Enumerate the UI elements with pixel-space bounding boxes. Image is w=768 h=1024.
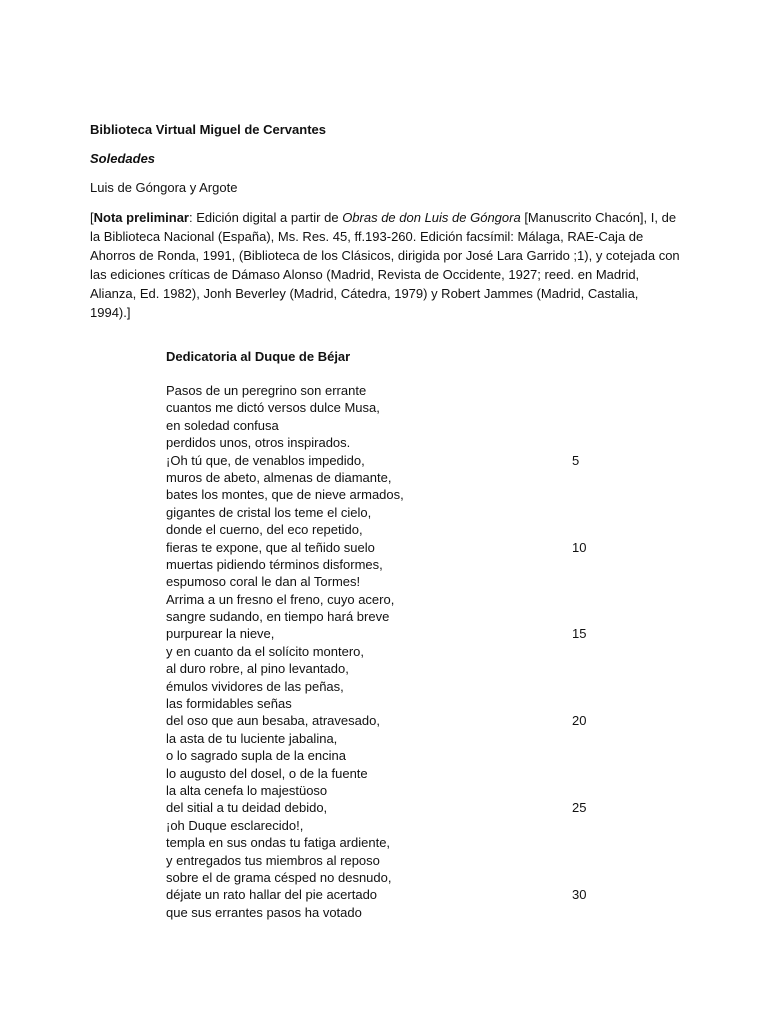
poem-line-text: sangre sudando, en tiempo hará breve	[166, 609, 390, 625]
preliminary-note	[90, 208, 680, 322]
poem-line-text: déjate un rato hallar del pie acertado	[166, 887, 378, 903]
poem-line-text: muertas pidiendo términos disformes,	[166, 556, 383, 572]
poem-line-text: o lo sagrado supla de la encina	[166, 748, 346, 764]
poem-line	[166, 452, 606, 469]
poem-line-text: fieras te expone, que al teñido suelo	[166, 539, 375, 555]
poem-line-text: bates los montes, que de nieve armados,	[166, 487, 404, 503]
poem-line	[166, 504, 606, 521]
poem-line	[166, 573, 606, 590]
poem-line-text: perdidos unos, otros inspirados.	[166, 435, 351, 451]
poem-line	[166, 660, 606, 677]
document-header	[90, 121, 680, 322]
poem-line-text: cuantos me dictó versos dulce Musa,	[166, 400, 380, 416]
poem-line	[166, 417, 606, 434]
note-open-bracket: [	[90, 210, 94, 225]
note-label: Nota preliminar	[93, 210, 189, 225]
poem-line	[166, 730, 606, 747]
poem-line	[166, 695, 606, 712]
poem-line	[166, 434, 606, 451]
poem-line	[166, 799, 606, 816]
poem-line-text: templa en sus ondas tu fatiga ardiente,	[166, 835, 391, 851]
poem-line-text: gigantes de cristal los teme el cielo,	[166, 504, 372, 520]
poem-line	[166, 852, 606, 869]
poem-line-text: y entregados tus miembros al reposo	[166, 852, 380, 868]
poem-line-text: del sitial a tu deidad debido,	[166, 800, 328, 816]
poem-line-text: lo augusto del dosel, o de la fuente	[166, 765, 368, 781]
poem-line	[166, 678, 606, 695]
note-text-part1: : Edición digital a partir de	[188, 210, 343, 225]
poem-line	[166, 539, 606, 556]
poem-line-text: purpurear la nieve,	[166, 626, 275, 642]
poem-line	[166, 886, 606, 903]
poem-line	[166, 834, 606, 851]
poem-line-text: en soledad confusa	[166, 417, 279, 433]
poem-line	[166, 591, 606, 608]
poem-line	[166, 765, 606, 782]
work-title: Soledades	[90, 151, 156, 166]
line-number: 30	[572, 887, 587, 903]
line-number: 20	[572, 713, 587, 729]
poem-line	[166, 399, 606, 416]
poem-line-text: émulos vividores de las peñas,	[166, 678, 344, 694]
note-text-part2: [Manuscrito Chacón], I, de la Biblioteca Nacional (España), Ms. Res. 45, ff.193-260. Edición facsímil: Málaga, RAE-Caja de Ahorros de Ronda, 1991, (Biblioteca de los Clásicos, dirigida por José Lara Garrido ;1), y cotejada con las ediciones críticas de Dámaso Alonso (Madrid, Revista de Occidente, 1927; reed. en Madrid, Alianza, Ed. 1982), Jonh Beverley (Madrid, Cátedra, 1979) y Robert Jammes (Madrid, Castalia, 1994).]	[90, 210, 680, 320]
poem-line	[166, 608, 606, 625]
poem-line	[166, 904, 606, 921]
poem-line-text: sobre el de grama césped no desnudo,	[166, 869, 392, 885]
poem-line	[166, 382, 606, 399]
note-work-title: Obras de don Luis de Góngora	[342, 210, 521, 225]
poem-line	[166, 712, 606, 729]
poem-line-text: la asta de tu luciente jabalina,	[166, 730, 338, 746]
poem-line	[166, 782, 606, 799]
line-number: 10	[572, 539, 587, 555]
dedication-title: Dedicatoria al Duque de Béjar	[166, 349, 351, 364]
poem-line-text: y en cuanto da el solícito montero,	[166, 643, 365, 659]
poem-line-text: Arrima a un fresno el freno, cuyo acero,	[166, 591, 395, 607]
poem-line-text: donde el cuerno, del eco repetido,	[166, 522, 363, 538]
poem-line	[166, 869, 606, 886]
poem-line-text: espumoso coral le dan al Tormes!	[166, 574, 361, 590]
line-number: 5	[572, 452, 580, 468]
poem-line	[166, 521, 606, 538]
poem-line	[166, 625, 606, 642]
poem-line-text: Pasos de un peregrino son errante	[166, 383, 367, 398]
line-number: 25	[572, 800, 587, 816]
poem-line-text: del oso que aun besaba, atravesado,	[166, 713, 380, 729]
author-name: Luis de Góngora y Argote	[90, 180, 238, 195]
poem-line	[166, 643, 606, 660]
poem-line-text: ¡Oh tú que, de venablos impedido,	[166, 452, 365, 468]
poem-line-text: las formidables señas	[166, 696, 292, 712]
poem-line-text: la alta cenefa lo majestüoso	[166, 782, 328, 798]
poem-line-text: muros de abeto, almenas de diamante,	[166, 469, 392, 485]
poem-line-text: ¡oh Duque esclarecido!,	[166, 817, 304, 833]
source-title: Biblioteca Virtual Miguel de Cervantes	[90, 122, 326, 137]
poem-line	[166, 556, 606, 573]
poem-line-text: al duro robre, al pino levantado,	[166, 661, 349, 677]
line-number: 15	[572, 626, 587, 642]
poem-line	[166, 817, 606, 834]
poem-line	[166, 486, 606, 503]
poem-body	[166, 382, 606, 921]
poem-line	[166, 469, 606, 486]
poem-line	[166, 747, 606, 764]
poem-line-text: que sus errantes pasos ha votado	[166, 904, 362, 920]
